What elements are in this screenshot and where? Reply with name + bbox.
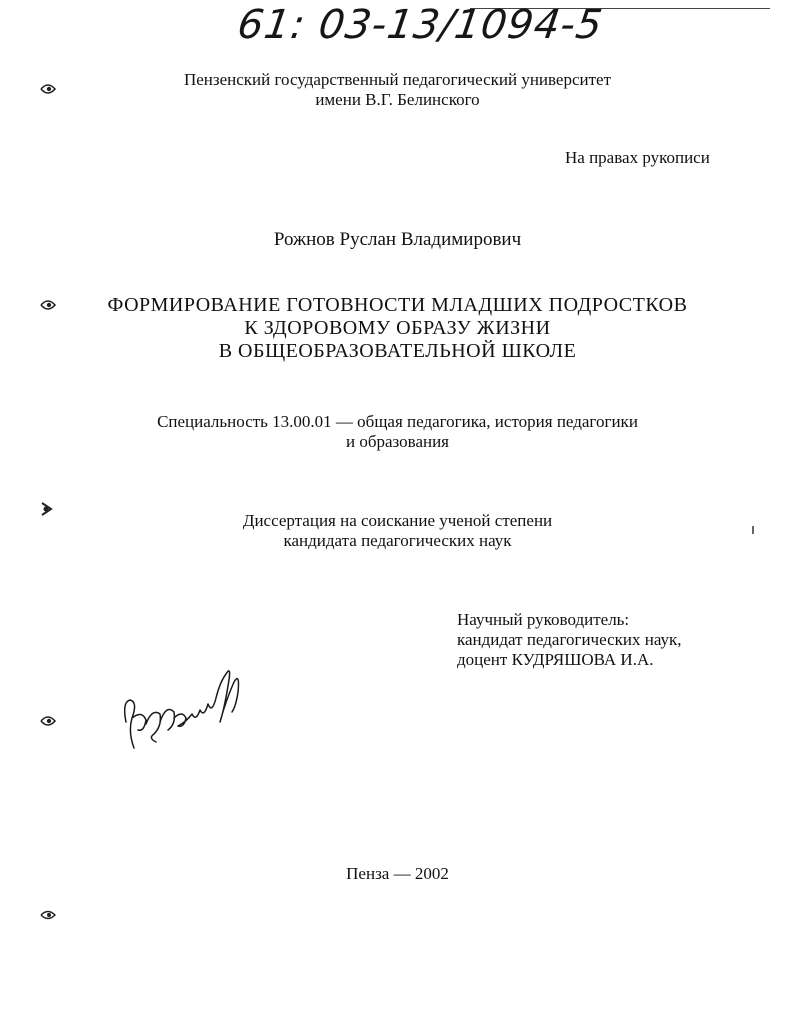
city-year: Пенза — 2002 xyxy=(346,864,449,883)
signature-icon xyxy=(116,652,251,762)
specialty-line-1: Специальность 13.00.01 — общая педагогика, история педагогики xyxy=(157,412,638,431)
supervisor-degree: кандидат педагогических наук, xyxy=(457,630,682,649)
university-dedication: имени В.Г. Белинского xyxy=(315,90,480,109)
dissertation-line-1: Диссертация на соискание ученой степени xyxy=(242,511,553,530)
supervisor-label: Научный руководитель: xyxy=(457,610,630,629)
title-line-1: ФОРМИРОВАНИЕ ГОТОВНОСТИ МЛАДШИХ ПОДРОСТКОВ xyxy=(107,294,688,316)
title-line-3: В ОБЩЕОБРАЗОВАТЕЛЬНОЙ ШКОЛЕ xyxy=(218,340,577,362)
dissertation-line-2: кандидата педагогических наук xyxy=(283,531,512,550)
punch-hole-icon xyxy=(37,712,59,730)
supervisor-name: доцент КУДРЯШОВА И.А. xyxy=(457,650,654,669)
punch-hole-icon xyxy=(37,906,59,924)
author-name: Рожнов Руслан Владимирович xyxy=(273,229,522,250)
manuscript-rights: На правах рукописи xyxy=(565,148,710,167)
margin-mark xyxy=(752,526,754,534)
title-line-2: К ЗДОРОВОМУ ОБРАЗУ ЖИЗНИ xyxy=(244,317,551,339)
archive-number: 61: 03-13/1094-5 xyxy=(234,2,606,48)
university-name: Пензенский государственный педагогический университет xyxy=(183,70,612,89)
specialty-line-2: и образования xyxy=(345,432,450,451)
